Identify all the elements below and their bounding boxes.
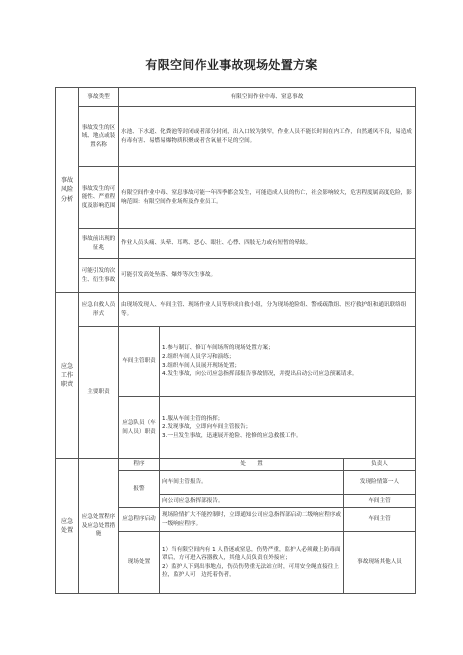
role-emergency-member: 应急队员（车间人员）职责 bbox=[119, 397, 160, 459]
action-report-command: 向公司应急指挥部报告。 bbox=[160, 495, 344, 508]
owner-onsite: 事故现场其他人员 bbox=[344, 532, 416, 594]
header-program: 程序 bbox=[119, 459, 160, 471]
role-workshop-supervisor: 车间主管职责 bbox=[119, 327, 160, 397]
owner-start: 车间主管 bbox=[344, 508, 416, 532]
label-precursor: 事故前出现的征兆 bbox=[79, 229, 119, 259]
program-onsite: 现场处置 bbox=[119, 532, 160, 594]
onsite-item: 1）当有限空间内有 1 人昏迷或窒息，伤势严重，监护人必须戴上防毒面罩后，方可进入容器救人，其他人员负责在外接应； bbox=[162, 546, 341, 561]
duty-item: 2.组织车间人员学习和演练； bbox=[162, 353, 235, 360]
duty-item: 3.一旦发生事故，迅速展开抢险、抢修的应急救援工作。 bbox=[162, 432, 302, 439]
label-rescue-form: 应急自救人员形式 bbox=[79, 293, 119, 327]
value-possibility: 有限空间作业中毒、窒息事故可能一年四季都会发生，可能造成人员的伤亡，社会影响较大，危害程度属高度危险，影响范围：有限空间作业场所及作业员工。 bbox=[119, 167, 416, 229]
section-risk-analysis: 事故风险分析 bbox=[56, 88, 79, 293]
label-possibility: 事故发生的可能性、严重程度及影响范围 bbox=[79, 167, 119, 229]
action-report-supervisor: 向车间主管报告。 bbox=[160, 471, 344, 495]
onsite-item: 2）监护人下到出事地点，伤员伤势重无法站立时，可用安全绳直接往上拉，监护人可 边托着伤者， bbox=[162, 563, 339, 579]
duties-emergency-member bbox=[160, 397, 416, 459]
program-start: 应急程序启动 bbox=[119, 508, 160, 532]
owner-first-finder: 发现险情第一人 bbox=[344, 471, 416, 495]
duty-item: 1.服从车间主管的指挥； bbox=[162, 415, 224, 422]
duty-item: 4.发生事故，向公司应急指挥部报告事故情况，并提出启动公司应急预案请求。 bbox=[162, 371, 358, 378]
value-accident-area: 水池、下水道、化粪池等封闭或者部分封闭，出入口较为狭窄，作业人员不能长时间在内工作，自然通风不良，易造成有毒有害、易燃易爆物质积聚或者含氧量不足的空间。 bbox=[119, 107, 416, 167]
plan-table bbox=[55, 87, 416, 594]
action-start-program: 现场险情扩大不能控制时，立即通知公司应急指挥部启动二级响应程序或一级响应程序。 bbox=[160, 508, 344, 532]
duty-item: 2.发现事故，立即向车间主管报告； bbox=[162, 424, 252, 431]
header-owner: 负责人 bbox=[344, 459, 416, 471]
value-accident-type: 有限空间作业中毒、窒息事故 bbox=[119, 88, 416, 107]
duty-item: 3.组织车间人员展开现场处置； bbox=[162, 362, 241, 369]
value-secondary: 可能引发高处坠落、爆炸等次生事故。 bbox=[119, 259, 416, 293]
value-precursor: 作业人员头痛、头晕、耳鸣、恶心、眼壮、心悸、四肢无力或有短暂的晕眩。 bbox=[119, 229, 416, 259]
label-accident-area: 事故发生的区域、地点或装置名称 bbox=[79, 107, 119, 167]
value-rescue-form: 由现场发现人、车间主管、现场作业人员等形成自救小组，分为现场抢险组、警戒疏散组、医疗救护组和通讯联络组等。 bbox=[119, 293, 416, 327]
section-emergency-duties: 应急工作职责 bbox=[56, 293, 79, 459]
program-alarm: 报警 bbox=[119, 471, 160, 508]
section-emergency-response: 应急处置 bbox=[56, 459, 79, 594]
page-title: 有限空间作业事故现场处置方案 bbox=[145, 58, 318, 72]
action-onsite bbox=[160, 532, 344, 594]
duties-workshop-supervisor bbox=[160, 327, 416, 397]
header-action: 处 置 bbox=[160, 459, 344, 471]
label-accident-type: 事故类型 bbox=[79, 88, 119, 107]
duty-item: 1.参与制订、修订车间场所的现场处置方案； bbox=[162, 345, 274, 352]
label-procedure: 应急处置程序及应急处置措施 bbox=[79, 459, 119, 594]
owner-supervisor: 车间主管 bbox=[344, 495, 416, 508]
label-main-duties: 主要职责 bbox=[79, 327, 119, 459]
label-secondary: 可能引发的次生、衍生事故 bbox=[79, 259, 119, 293]
